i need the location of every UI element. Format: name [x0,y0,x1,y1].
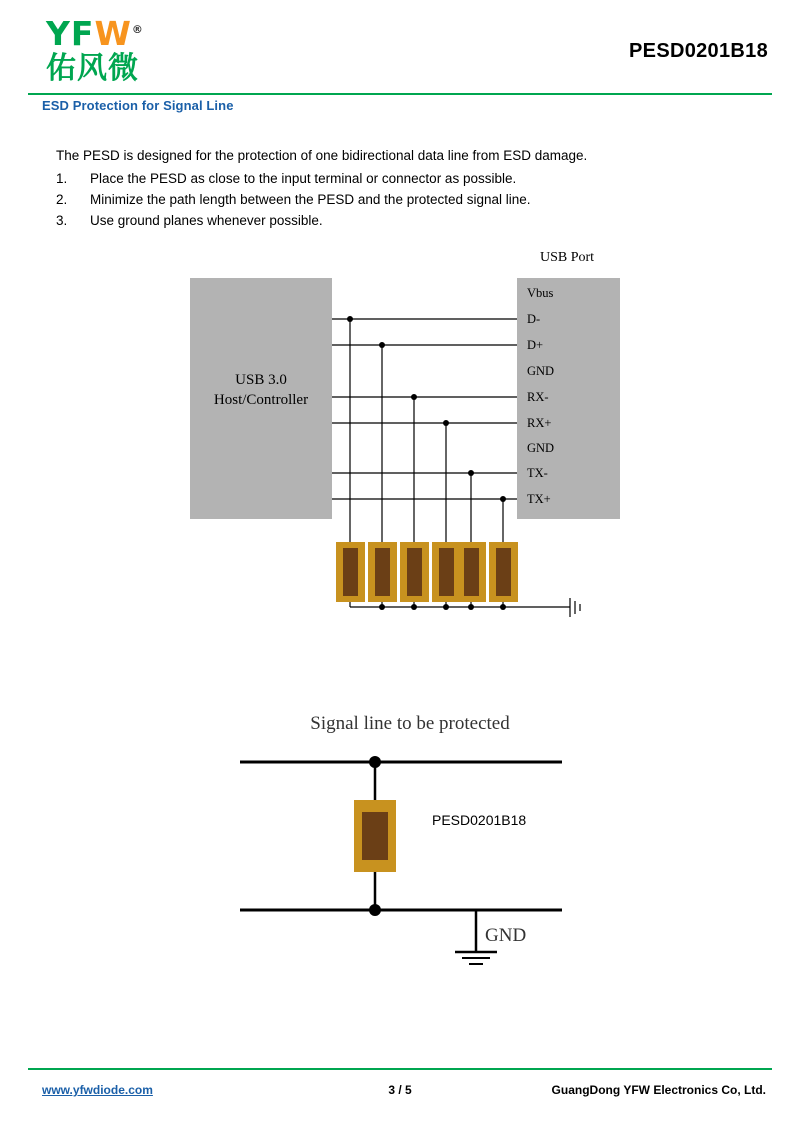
single-line-diagram [0,690,800,990]
signal-line-label: Signal line to be protected [310,713,510,734]
footer-company-name: GuangDong YFW Electronics Co, Ltd. [551,1083,766,1097]
tvs-device-single [354,800,396,872]
logo-latin-text [46,12,236,52]
list-item-text: Minimize the path length between the PESD and the protected signal line. [90,192,531,207]
list-item [56,168,736,189]
recommendation-list [56,168,736,231]
list-item-number: 2. [56,192,68,207]
pin-label-gnd-2: GND [527,441,555,455]
device-part-label: PESD0201B18 [432,812,527,828]
list-item-number: 3. [56,213,68,228]
logo-letter-y: Y [46,14,71,53]
header-divider [28,93,772,95]
intro-lead-text: The PESD is designed for the protection of one bidirectional data line from ESD damage. [56,148,588,163]
application-notes [56,145,736,231]
pin-label-gnd-1: GND [527,364,555,378]
ground-label: GND [485,925,527,946]
list-item [56,189,736,210]
usb-schematic-svg [0,245,800,645]
footer-website-link[interactable]: www.yfwdiode.com [42,1083,153,1097]
logo-chinese-text: 佑风微 [46,51,139,86]
pin-label-dminus: D- [527,312,541,326]
usb-port-title: USB Port [540,250,595,265]
footer-divider [28,1068,772,1070]
logo-letter-f: F [70,14,95,53]
pin-label-vbus: Vbus [527,286,554,300]
single-line-schematic-svg [0,690,800,990]
list-item [56,210,736,231]
page-header [0,0,800,113]
list-item-text: Place the PESD as close to the input terminal or connector as possible. [90,171,517,186]
pin-label-dplus: D+ [527,338,544,352]
page-title: PESD0201B18 [629,40,768,62]
host-label-line2: Host/Controller [213,392,309,408]
pin-label-rxplus: RX+ [527,416,552,430]
logo-letter-w: W [94,14,132,53]
list-item-text: Use ground planes whenever possible. [90,213,323,228]
pin-label-rxminus: RX- [527,390,549,404]
pin-label-txplus: TX+ [527,492,551,506]
tvs-device-array [336,542,518,602]
list-item-number: 1. [56,171,68,186]
page-subtitle: ESD Protection for Signal Line [42,98,234,113]
pin-label-txminus: TX- [527,466,548,480]
host-label-line1: USB 3.0 [235,372,287,388]
registered-trademark-icon: ® [131,23,144,36]
footer-page-number: 3 / 5 [388,1083,412,1097]
usb-application-diagram [0,245,800,645]
company-logo [46,12,236,86]
